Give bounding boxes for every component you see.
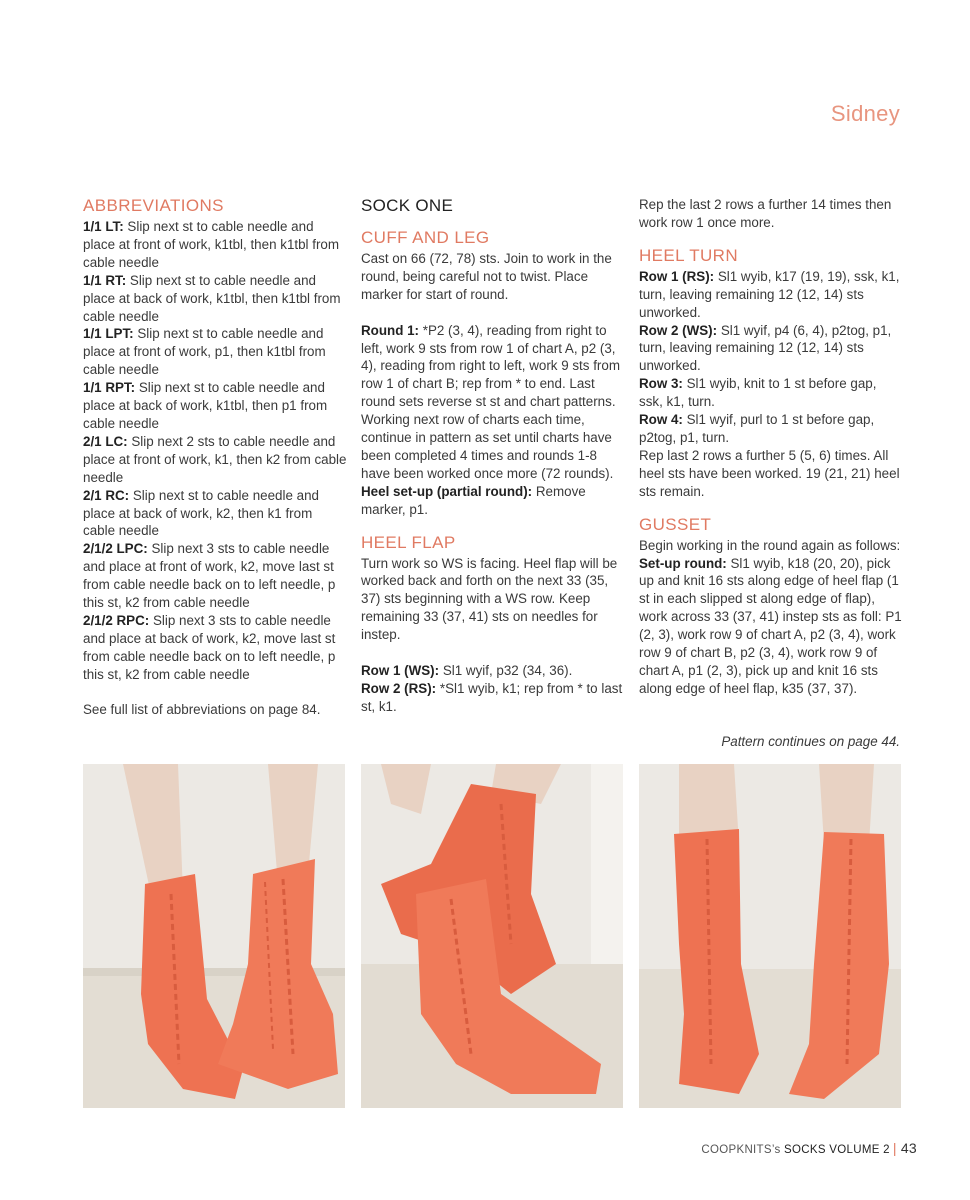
page-number: 43 xyxy=(900,1140,917,1156)
footer-magazine: COOPKNITS xyxy=(701,1144,772,1156)
heel-setup-term: Heel set-up (partial round): xyxy=(361,483,533,499)
abbreviation-item xyxy=(83,487,347,541)
abbreviation-term: 2/1/2 LPC: xyxy=(83,541,148,557)
abbreviation-term: 2/1 RC: xyxy=(83,487,130,503)
sock-photo-1-image xyxy=(83,764,345,1108)
heel-turn-row-term: Row 4: xyxy=(639,412,683,428)
abbreviations-list xyxy=(83,218,347,684)
continued-note: Pattern continues on page 44. xyxy=(721,734,900,749)
heel-turn-row xyxy=(639,411,903,447)
gusset-setup-round xyxy=(639,555,903,698)
heel-setup-text: Remove marker, p1. xyxy=(361,483,586,517)
round-1-term: Round 1: xyxy=(361,322,420,338)
abbreviation-item xyxy=(83,218,347,272)
heel-turn-row-text: Sl1 wyib, knit to 1 st before gap, ssk, k1, turn. xyxy=(639,376,877,410)
abbreviation-term: 2/1 LC: xyxy=(83,433,128,449)
heel-flap-heading: HEEL FLAP xyxy=(361,532,456,552)
abbreviations-heading: ABBREVIATIONS xyxy=(83,196,224,215)
flap-row-2 xyxy=(361,680,623,716)
abbreviation-text: Slip next st to cable needle and place at back of work, k1tbl, then k1tbl from cable needle xyxy=(83,272,341,324)
abbreviation-term: 1/1 LT: xyxy=(83,219,124,234)
round-1-instruction xyxy=(361,322,623,483)
heel-turn-row xyxy=(639,268,903,322)
abbreviation-text: Slip next st to cable needle and place at back of work, k2, then k1 from cable needle xyxy=(83,487,319,539)
abbreviation-text: Slip next 3 sts to cable needle and place at front of work, k2, move last st from cable needle back on to left needle, p this st, k2 from cable needle xyxy=(83,541,336,611)
sock-photo-3-image xyxy=(639,764,901,1108)
abbreviation-term: 2/1/2 RPC: xyxy=(83,612,150,628)
heel-setup-instruction xyxy=(361,483,623,519)
abbreviation-text: Slip next 2 sts to cable needle and place at front of work, k1, then k2 from cable needle xyxy=(83,433,347,485)
flap-row-1-text: Sl1 wyif, p32 (34, 36). xyxy=(439,663,573,678)
footer-separator: | xyxy=(892,1140,897,1156)
abbreviation-item xyxy=(83,325,347,379)
abbreviation-text: Slip next st to cable needle and place at front of work, p1, then k1tbl from cable needle xyxy=(83,326,326,378)
gusset-intro: Begin working in the round again as follows: xyxy=(639,537,901,553)
heel-turn-column xyxy=(639,196,903,698)
flap-repeat-paragraph: Rep the last 2 rows a further 14 times then work row 1 once more. xyxy=(639,197,892,230)
gusset-setup-text: Sl1 wyib, k18 (20, 20), pick up and knit 16 sts along edge of heel flap (1 st in each slipped st along edge of flap), work across 33 (37, 41) instep sts as foll: P1 (2, 3), work row 9 of chart A, p2 (3, 4), work row 9 of chart B, p2 (3, 4), work row 9 of chart A, p1 (2, 3), pick up and knit 16 sts along edge of heel flap, k35 (37, 37). xyxy=(639,555,902,696)
gusset-setup-term: Set-up round: xyxy=(639,555,727,571)
abbreviations-note: See full list of abbreviations on page 84. xyxy=(83,702,321,718)
sock-photo-3 xyxy=(639,764,901,1108)
abbreviation-item xyxy=(83,540,347,612)
round-1-text: *P2 (3, 4), reading from right to left, work 9 sts from row 1 of chart A, p2 (3, 4), reading from right to left, work 9 sts from row 1 of chart B; rep from * to end. Last round sets reverse st st and chart patterns. Working next row of charts each time, continue in pattern as set until charts have been completed 4 times and rounds 1-8 have been worked once more (72 rounds). xyxy=(361,322,620,481)
page-footer: COOPKNITS’s SOCKS VOLUME 2 | 43 xyxy=(701,1140,917,1156)
sock-one-column xyxy=(361,196,623,716)
flap-row-1 xyxy=(361,662,623,680)
heel-turn-row-term: Row 3: xyxy=(639,376,683,392)
heel-turn-row-text: Sl1 wyib, k17 (19, 19), ssk, k1, turn, leaving remaining 12 (12, 14) sts unworked. xyxy=(639,268,900,320)
heel-turn-row-text: Sl1 wyif, p4 (6, 4), p2tog, p1, turn, leaving remaining 12 (12, 14) sts unworked. xyxy=(639,322,892,374)
heel-turn-heading: HEEL TURN xyxy=(639,245,739,265)
heel-turn-row xyxy=(639,322,903,376)
sock-photo-2 xyxy=(361,764,623,1108)
heel-turn-row-text: Sl1 wyif, purl to 1 st before gap, p2tog, p1, turn. xyxy=(639,412,875,445)
abbreviation-text: Slip next st to cable needle and place at front of work, k1tbl, then k1tbl from cable needle xyxy=(83,219,340,270)
sock-photo-1 xyxy=(83,764,345,1108)
sock-photo-2-image xyxy=(361,764,623,1108)
footer-title: SOCKS VOLUME 2 xyxy=(784,1144,890,1156)
heel-turn-row-term: Row 1 (RS): xyxy=(639,268,715,284)
flap-row-1-term: Row 1 (WS): xyxy=(361,663,440,678)
abbreviation-term: 1/1 LPT: xyxy=(83,326,134,342)
heel-flap-paragraph: Turn work so WS is facing. Heel flap will be worked back and forth on the next 33 (35, 37) sts beginning with a WS row. Keep remaining 33 (37, 41) sts on needles for instep. xyxy=(361,555,618,643)
flap-row-2-term: Row 2 (RS): xyxy=(361,680,437,696)
abbreviations-column xyxy=(83,196,347,719)
heel-turn-row xyxy=(639,375,903,411)
sock-one-heading: SOCK ONE xyxy=(361,196,454,215)
heel-turn-row-term: Row 2 (WS): xyxy=(639,322,718,338)
abbreviation-text: Slip next st to cable needle and place at back of work, k1tbl, then p1 from cable needle xyxy=(83,380,328,431)
abbreviation-item xyxy=(83,272,347,326)
abbreviation-item xyxy=(83,612,347,684)
abbreviation-item xyxy=(83,379,347,433)
abbreviation-text: Slip next 3 sts to cable needle and place at back of work, k2, move last st from cable needle back on to left needle, p this st, k2 from cable needle xyxy=(83,612,336,682)
heel-turn-after: Rep last 2 rows a further 5 (5, 6) times. All heel sts have been worked. 19 (21, 21) heel sts remain. xyxy=(639,447,900,499)
gusset-heading: GUSSET xyxy=(639,514,712,534)
abbreviation-item xyxy=(83,433,347,487)
cuff-and-leg-heading: CUFF AND LEG xyxy=(361,228,490,247)
flap-row-2-text: *Sl1 wyib, k1; rep from * to last st, k1. xyxy=(361,680,623,714)
cuff-paragraph: Cast on 66 (72, 78) sts. Join to work in the round, being careful not to twist. Place marker for start of round. xyxy=(361,251,612,302)
running-title: Sidney xyxy=(830,101,900,126)
abbreviation-term: 1/1 RPT: xyxy=(83,380,136,396)
abbreviation-term: 1/1 RT: xyxy=(83,272,127,288)
